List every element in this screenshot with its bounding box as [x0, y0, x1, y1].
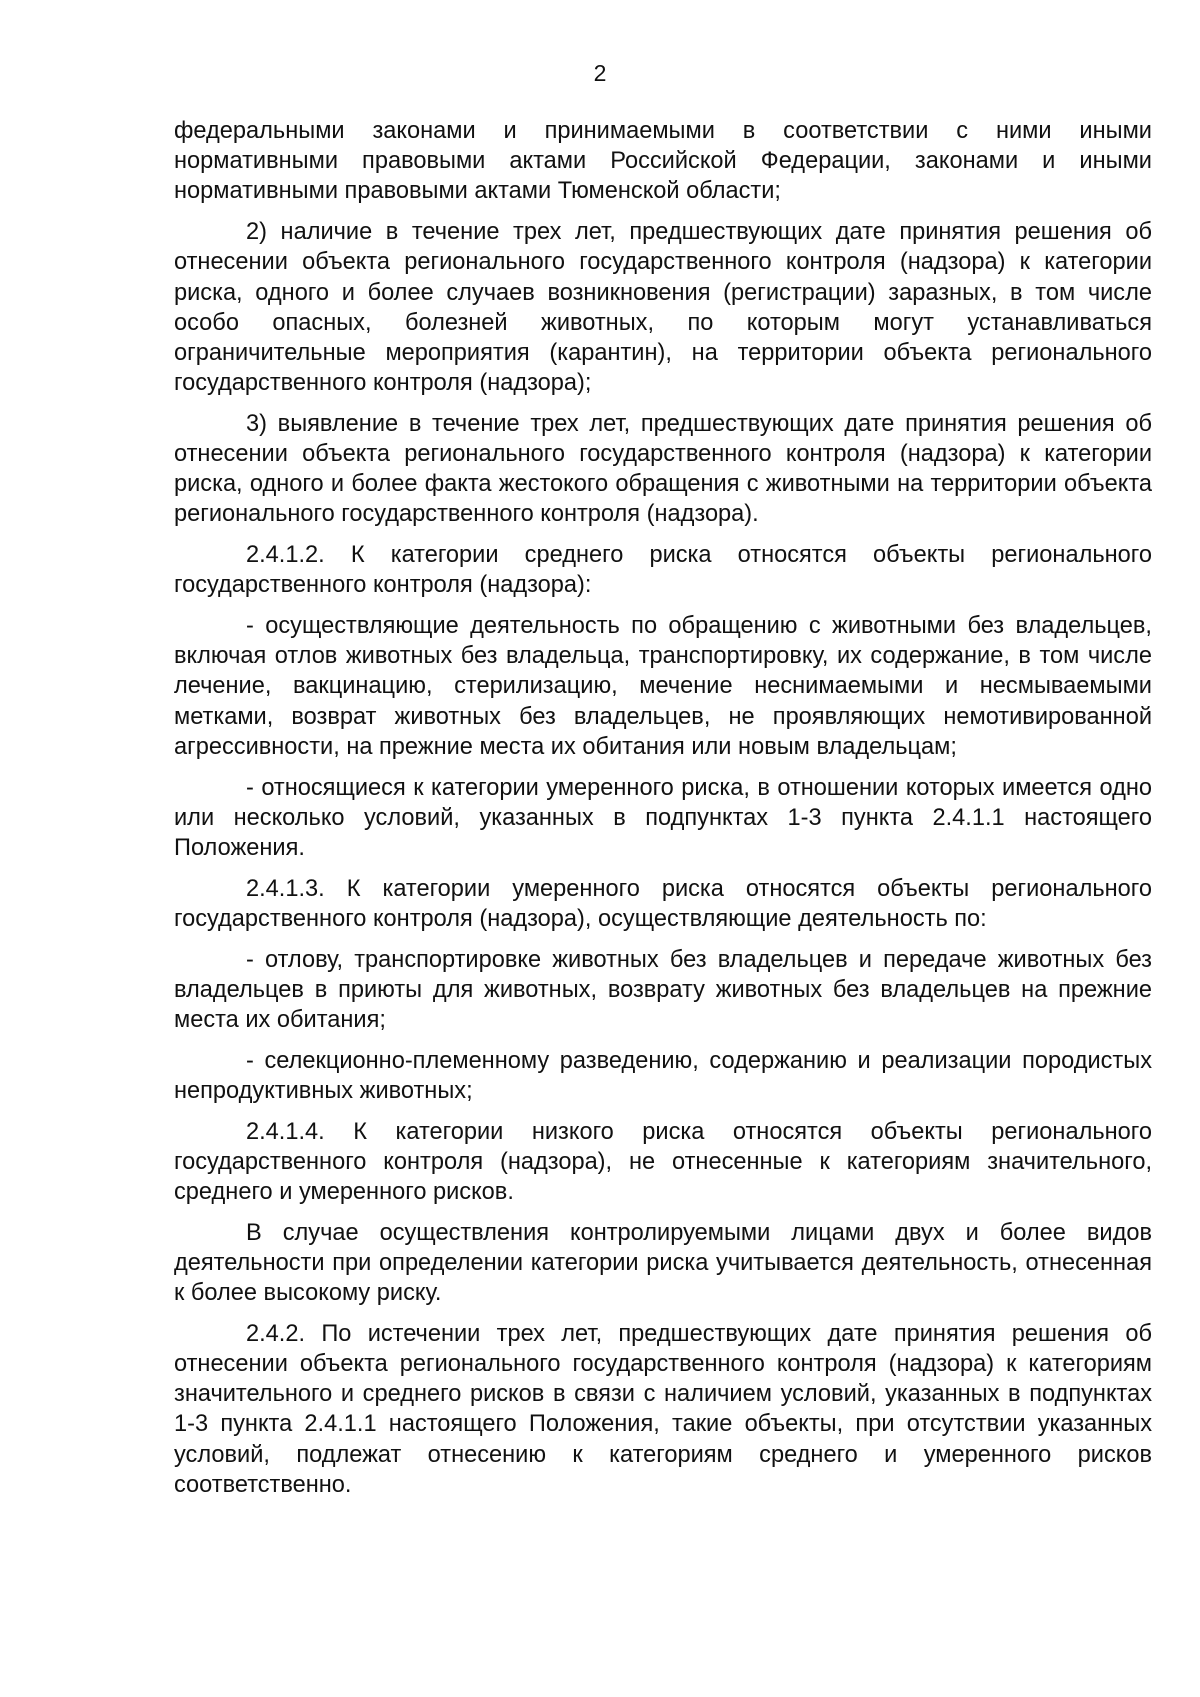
paragraph-6: - относящиеся к категории умеренного риска, в отношении которых имеется одно или несколько условий, указанных в подпунктах 1-3 пункта 2.4.1.1 настоящего Положения. [174, 774, 1152, 861]
paragraph-5: - осуществляющие деятельность по обращению с животными без владельцев, включая отлов животных без владельца, транспортировку, их содержание, в том числе лечение, вакцинацию, стерилизацию, мечение неснимаемыми и несмываемыми метками, возврат животных без владельцев, не проявляющих немотивированной агрессивности, на прежние места их обитания или новым владельцам; [174, 613, 1152, 760]
paragraph-12: 2.4.2. По истечении трех лет, предшествующих дате принятия решения об отнесении объекта регионального государственного контроля (надзора) к категориям значительного и среднего рисков в связи с наличием условий, указанных в подпунктах 1-3 пункта 2.4.1.1 настоящего Положения, такие объекты, при отсутствии указанных условий, подлежат отнесению к категориям среднего и умеренного рисков соответственно. [174, 1320, 1152, 1498]
paragraph-4: 2.4.1.2. К категории среднего риска относятся объекты регионального государственного контроля (надзора): [174, 542, 1152, 599]
paragraph-11: В случае осуществления контролируемыми лицами двух и более видов деятельности при определении категории риска учитывается деятельность, отнесенная к более высокому риску. [174, 1219, 1152, 1307]
paragraph-3: 3) выявление в течение трех лет, предшествующих дате принятия решения об отнесении объекта регионального государственного контроля (надзора) к категории риска, одного и более факта жестокого обращения с животными на территории объекта регионального государственного контроля (надзора). [174, 410, 1152, 528]
paragraph-10: 2.4.1.4. К категории низкого риска относятся объекты регионального государственного контроля (надзора), не отнесенные к категориям значительного, среднего и умеренного рисков. [174, 1118, 1152, 1205]
page-number: 2 [593, 60, 607, 86]
paragraph-8: - отлову, транспортировке животных без владельцев и передаче животных без владельцев в приюты для животных, возврату животных без владельцев на прежние места их обитания; [174, 946, 1152, 1033]
paragraph-2: 2) наличие в течение трех лет, предшествующих дате принятия решения об отнесении объекта регионального государственного контроля (надзора) к категории риска, одного и более случаев возникновения (регистрации) заразных, в том числе особо опасных, болезней животных, по которым могут устанавливаться ограничительные мероприятия (карантин), на территории объекта регионального государственного контроля (надзора); [174, 219, 1152, 397]
document-body [174, 116, 1152, 1511]
paragraph-9: - селекционно-племенному разведению, содержанию и реализации породистых непродуктивных животных; [174, 1047, 1152, 1104]
paragraph-7: 2.4.1.3. К категории умеренного риска относятся объекты регионального государственного контроля (надзора), осуществляющие деятельность по: [174, 875, 1152, 932]
paragraph-1: федеральными законами и принимаемыми в соответствии с ними иными нормативными правовыми актами Российской Федерации, законами и иными нормативными правовыми актами Тюменской области; [174, 118, 1152, 205]
